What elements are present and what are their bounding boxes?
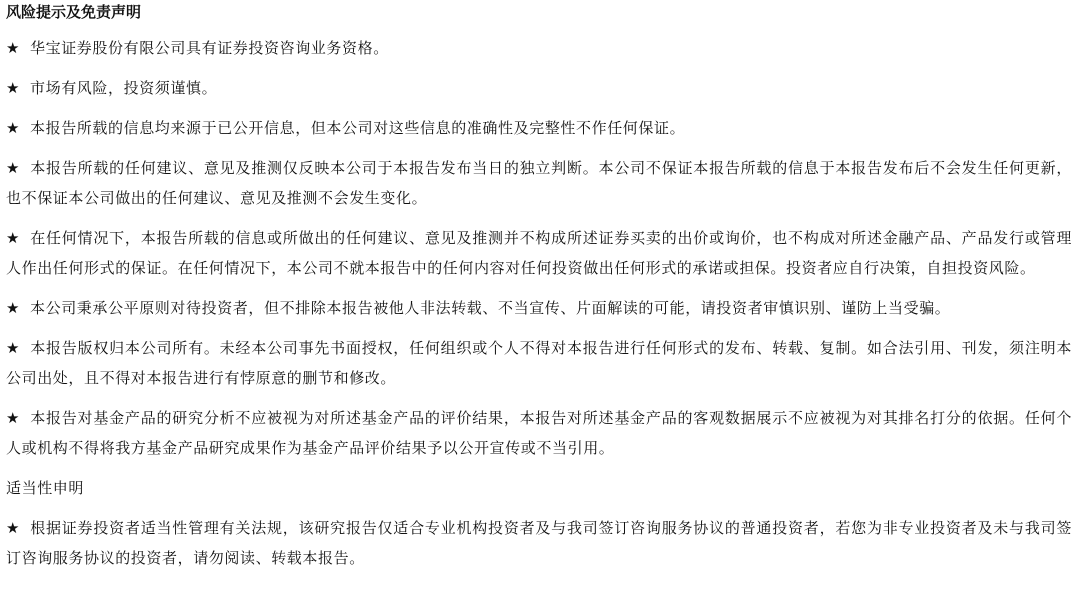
disclaimer-item bbox=[6, 73, 1072, 103]
star-icon: ★ bbox=[6, 119, 21, 137]
disclaimer-item-text: 本报告所载的信息均来源于已公开信息，但本公司对这些信息的准确性及完整性不作任何保证。 bbox=[30, 119, 686, 137]
suitability-heading: 适当性申明 bbox=[6, 479, 85, 497]
disclaimer-item bbox=[6, 293, 1072, 323]
disclaimer-item bbox=[6, 333, 1072, 393]
disclaimer-item bbox=[6, 113, 1072, 143]
disclaimer-item-text: 本报告所载的任何建议、意见及推测仅反映本公司于本报告发布当日的独立判断。本公司不保证本报告所载的信息于本报告发布后不会发生任何更新，也不保证本公司做出的任何建议、意见及推测不会发生变化。 bbox=[6, 159, 1072, 207]
disclaimer-item-text: 华宝证券股份有限公司具有证券投资咨询业务资格。 bbox=[30, 39, 389, 57]
star-icon: ★ bbox=[6, 409, 21, 427]
disclaimer-item-text: 本报告版权归本公司所有。未经本公司事先书面授权，任何组织或个人不得对本报告进行任何形式的发布、转载、复制。如合法引用、刊发，须注明本公司出处，且不得对本报告进行有悖原意的删节和修改。 bbox=[6, 339, 1072, 387]
suitability-item bbox=[6, 513, 1072, 573]
disclaimer-item bbox=[6, 403, 1072, 463]
disclaimer-item bbox=[6, 153, 1072, 213]
disclaimer-item-text: 市场有风险，投资须谨慎。 bbox=[30, 79, 218, 97]
disclaimer-heading: 风险提示及免责声明 bbox=[6, 3, 142, 21]
disclaimer-item bbox=[6, 33, 1072, 63]
star-icon: ★ bbox=[6, 229, 21, 247]
disclaimer-item-text: 在任何情况下，本报告所载的信息或所做出的任何建议、意见及推测并不构成所述证券买卖的出价或询价，也不构成对所述金融产品、产品发行或管理人作出任何形式的保证。在任何情况下，本公司不就本报告中的任何内容对任何投资做出任何形式的承诺或担保。投资者应自行决策，自担投资风险。 bbox=[6, 229, 1072, 277]
star-icon: ★ bbox=[6, 79, 21, 97]
star-icon: ★ bbox=[6, 339, 21, 357]
disclaimer-item bbox=[6, 223, 1072, 283]
star-icon: ★ bbox=[6, 299, 21, 317]
star-icon: ★ bbox=[6, 519, 21, 537]
star-icon: ★ bbox=[6, 159, 21, 177]
star-icon: ★ bbox=[6, 39, 21, 57]
suitability-item-text: 根据证券投资者适当性管理有关法规，该研究报告仅适合专业机构投资者及与我司签订咨询服务协议的普通投资者，若您为非专业投资者及未与我司签订咨询服务协议的投资者，请勿阅读、转载本报告。 bbox=[6, 519, 1072, 567]
disclaimer-item-text: 本报告对基金产品的研究分析不应被视为对所述基金产品的评价结果，本报告对所述基金产品的客观数据展示不应被视为对其排名打分的依据。任何个人或机构不得将我方基金产品研究成果作为基金产品评价结果予以公开宣传或不当引用。 bbox=[6, 409, 1072, 457]
disclaimer-item-text: 本公司秉承公平原则对待投资者，但不排除本报告被他人非法转载、不当宣传、片面解读的可能，请投资者审慎识别、谨防上当受骗。 bbox=[30, 299, 951, 317]
